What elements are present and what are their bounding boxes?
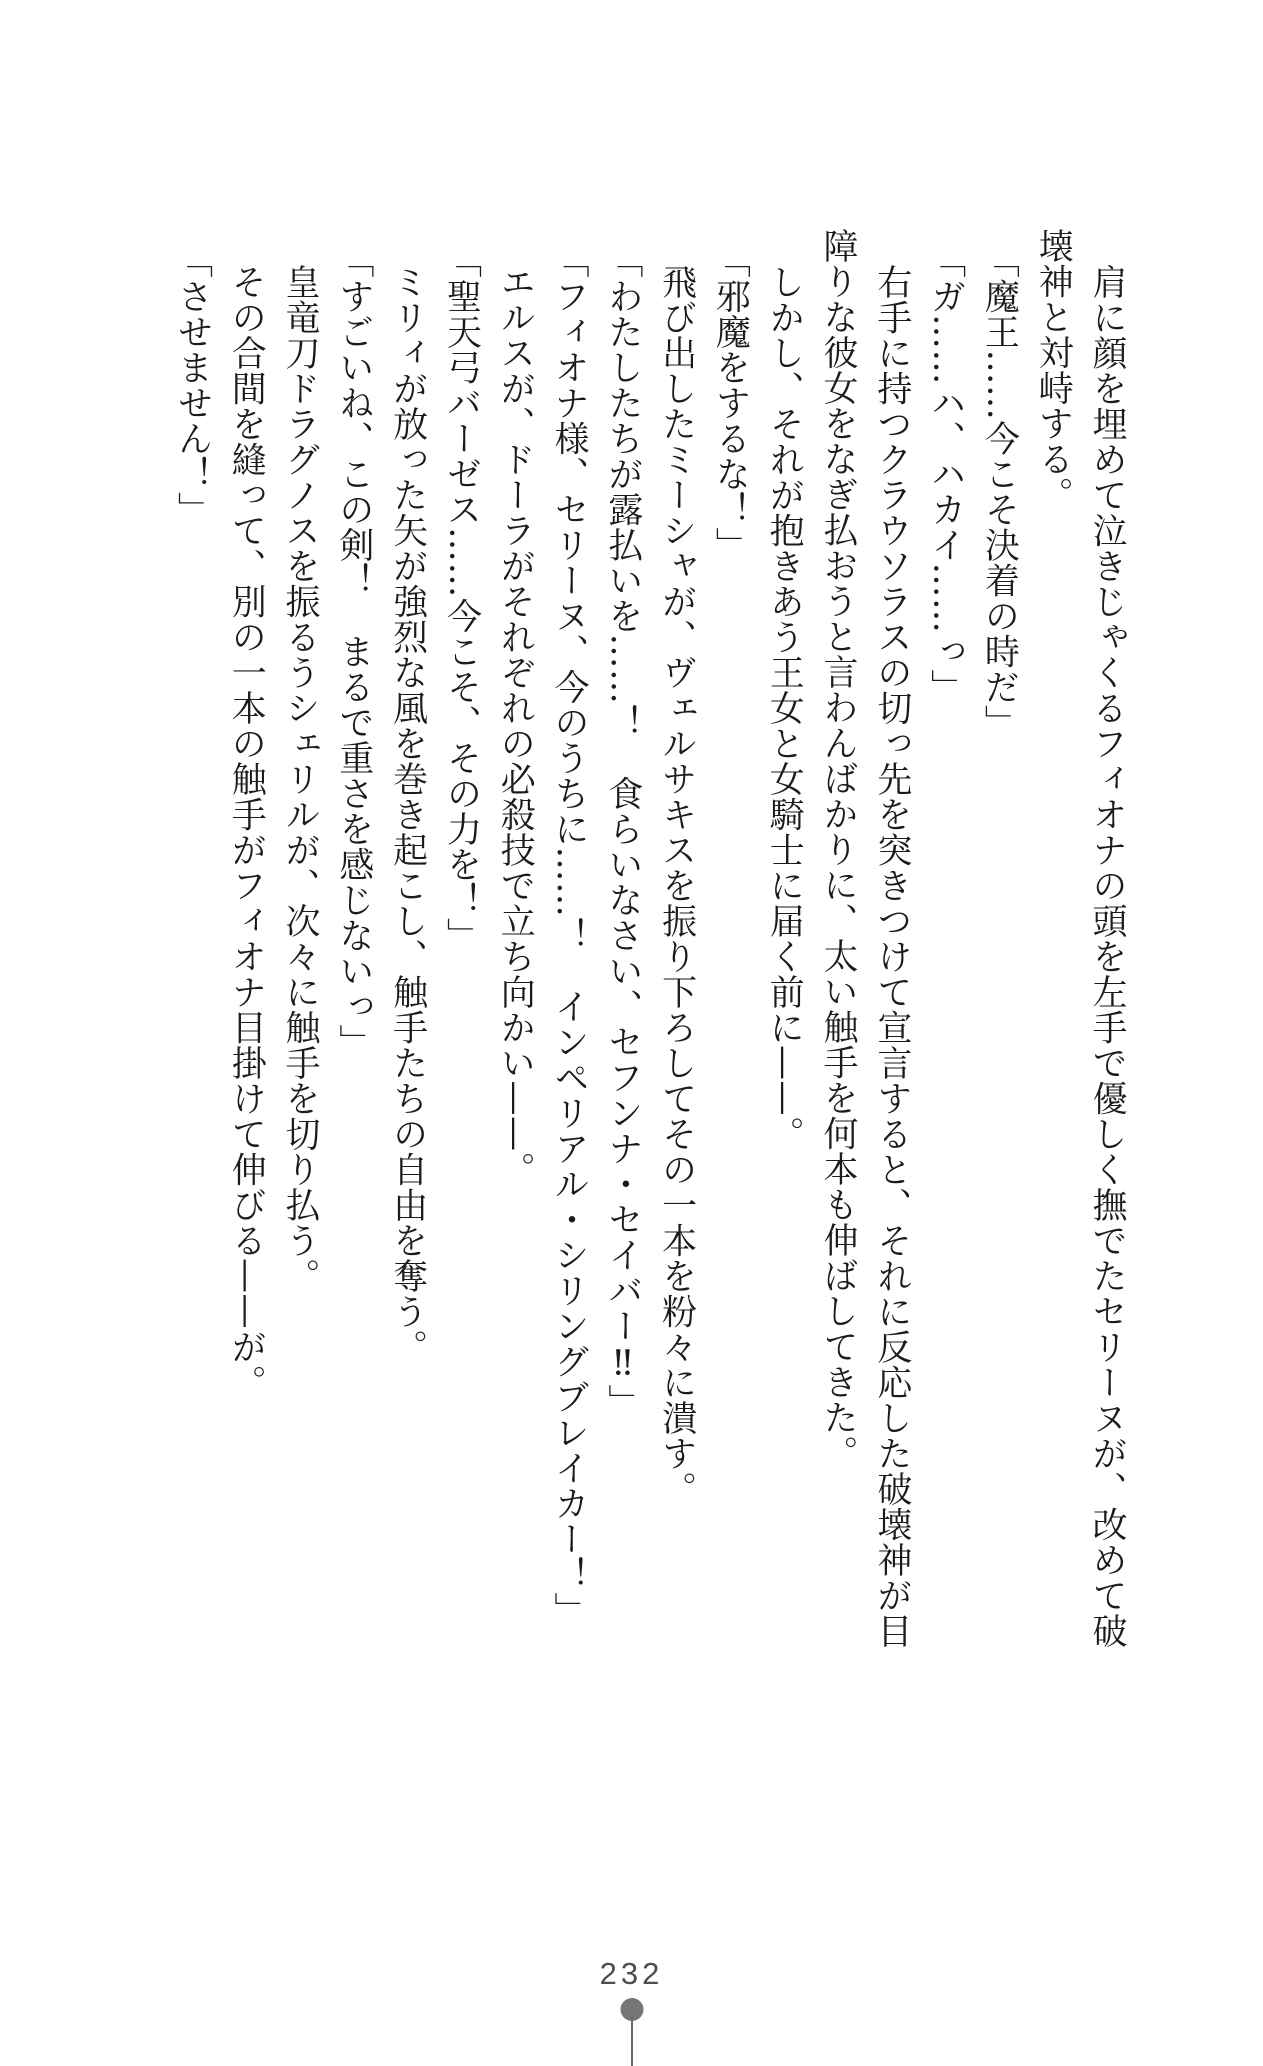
- bullet-ornament-icon: [620, 1998, 643, 2021]
- text-line: 「フィオナ様、セリーヌ、今のうちに……！ インペリアル・シリングブレイカー！」: [549, 243, 590, 1628]
- text-line: 「すごいね、この剣！ まるで重さを感じないっ」: [333, 243, 374, 1060]
- text-line: 右手に持つクラウソラスの切っ先を突きつけて宣言すると、それに反応した破壊神が目: [871, 264, 912, 1649]
- ornament-line: [631, 2014, 633, 2066]
- text-line: 「わたしたちが露払いを……！ 食らいなさい、セフンナ・セイバー‼」: [602, 243, 643, 1420]
- text-line: しかし、それが抱きあう王女と女騎士に届く前に——。: [764, 264, 805, 1152]
- text-line: 「聖天弓バーゼス……今こそ、その力を！」: [441, 243, 482, 953]
- text-line: 「ガ……ハ、ハカイ……っ」: [925, 243, 966, 705]
- text-line: 皇竜刀ドラグノスを振るうシェリルが、次々に触手を切り払う。: [280, 264, 321, 1294]
- text-line: 飛び出したミーシャが、ヴェルサキスを振り下ろしてその一本を粉々に潰す。: [656, 264, 697, 1507]
- text-line: 「魔王……今こそ決着の時だ」: [979, 243, 1020, 740]
- text-line: その合間を縫って、別の一本の触手がフィオナ目掛けて伸びる——が。: [226, 264, 267, 1400]
- text-line: エルスが、ドーラがそれぞれの必殺技で立ち向かい——。: [495, 264, 536, 1187]
- text-line: 「邪魔をするな！」: [710, 243, 751, 563]
- text-line: 壊神と対峙する。: [1033, 228, 1074, 512]
- text-line: 「させません！」: [172, 243, 213, 527]
- text-line: ミリィが放った矢が強烈な風を巻き起こし、触手たちの自由を奪う。: [387, 264, 428, 1365]
- vertical-text-block: [143, 228, 1133, 1660]
- text-line: 障りな彼女をなぎ払おうと言わんばかりに、太い触手を何本も伸ばしてきた。: [818, 228, 859, 1471]
- page-footer: [0, 1856, 1263, 2066]
- text-line: 肩に顔を埋めて泣きじゃくるフィオナの頭を左手で優しく撫でたセリーヌが、改めて破: [1087, 264, 1127, 1649]
- page-number: 232: [599, 1956, 664, 1991]
